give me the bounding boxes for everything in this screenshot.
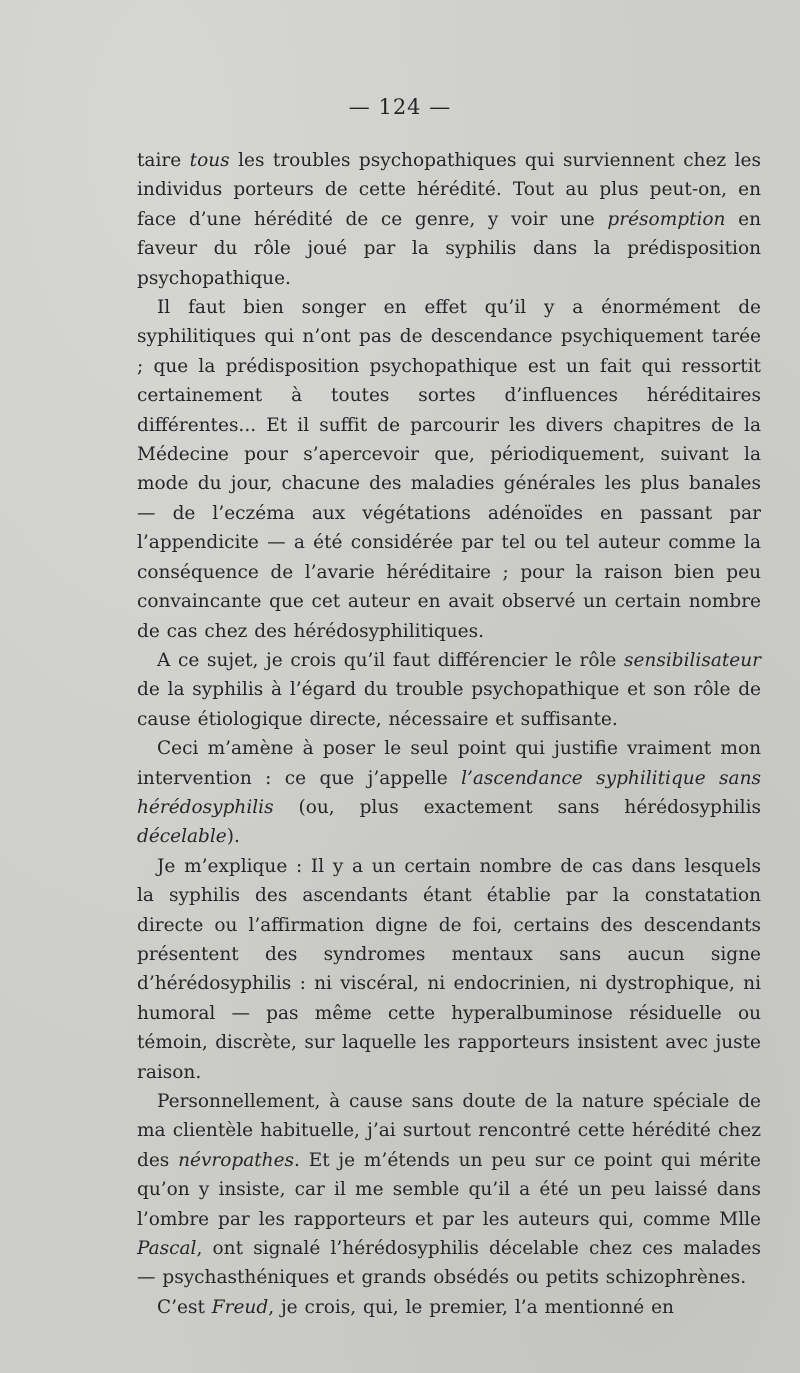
italic-text-run: tous — [189, 150, 230, 171]
paragraph — [137, 734, 761, 852]
text-run: , ont signalé l’hérédosyphilis décelable chez ces malades — psychasthéniques et grands obsédés ou petits schizophrènes. — [137, 1238, 761, 1289]
paragraph — [137, 1087, 761, 1293]
text-run: (ou, plus exactement sans hérédosyphilis — [273, 796, 761, 818]
italic-text-run: l’ascendance syphilitique sans hérédosyphilis — [137, 767, 761, 818]
paragraph — [137, 146, 761, 293]
text-run: ). — [226, 826, 240, 848]
paragraph — [137, 1293, 761, 1322]
text-run: Ceci m’amène à poser le seul point qui justifie vraiment mon intervention : ce que j’appelle — [137, 738, 761, 789]
page-number: — 124 — — [348, 95, 452, 119]
text-run: Je m’explique : Il y a un certain nombre de cas dans lesquels la syphilis des ascendants étant établie par la constatation directe ou l’affirmation digne de foi, certains des descendants présentent des syndromes mentaux sans aucun signe d’hérédosyphilis : ni viscéral, ni endocrinien, ni dystrophique, ni humoral — pas même cette hyperalbuminose résiduelle ou témoin, discrète, sur laquelle les rapporteurs insistent avec juste raison. — [137, 855, 761, 1083]
italic-text-run: Pascal — [137, 1238, 197, 1260]
paragraph — [137, 852, 761, 1087]
italic-text-run: présomption — [607, 208, 726, 230]
paragraph — [137, 293, 761, 646]
text-run: , je crois, qui, le premier, l’a mentionné en — [268, 1296, 674, 1318]
italic-text-run: Freud — [211, 1296, 269, 1318]
text-run: les troubles psychopathiques qui surviennent chez les individus porteurs de cette hérédité. Tout au plus peut-on, en face d’une hérédité de ce genre, y voir une — [137, 150, 761, 230]
text-run: . Et je m’étends un peu sur ce point qui mérite qu’on y insiste, car il me semble qu’il a été un peu laissé dans l’ombre par les rapporteurs et par les auteurs qui, comme Mlle — [137, 1149, 762, 1230]
italic-text-run: névropathes — [178, 1149, 295, 1171]
text-run: A ce sujet, je crois qu’il faut différencier le rôle — [157, 649, 624, 671]
text-run: Il faut bien songer en effet qu’il y a énormément de syphilitiques qui n’ont pas de descendance psychiquement tarée ; que la prédisposition psychopathique est un fait qui ressortit certainement à toutes sortes d’influences héréditaires différentes... Et il suffit de parcourir les divers chapitres de la Médecine pour s’apercevoir que, périodiquement, suivant la mode du jour, chacune des maladies générales les plus banales — de l’eczéma aux végétations adénoïdes en passant par l’appendicite — a été considérée par tel ou tel auteur comme la conséquence de l’avarie héréditaire ; pour la raison bien peu convaincante que cet auteur en avait observé un certain nombre de cas chez des hérédosyphilitiques. — [137, 297, 761, 642]
text-run: taire — [137, 150, 190, 171]
body-text — [137, 146, 761, 1322]
paragraph — [137, 646, 761, 734]
text-run: C’est — [157, 1296, 212, 1318]
text-run: de la syphilis à l’égard du trouble psychopathique et son rôle de cause étiologique directe, nécessaire et suffisante. — [137, 679, 761, 730]
italic-text-run: décelable — [137, 826, 227, 848]
text-run: Personnellement, à cause sans doute de la nature spéciale de ma clientèle habituelle, j’ai surtout rencontré cette hérédité chez des — [137, 1091, 761, 1171]
text-run: en faveur du rôle joué par la syphilis dans la prédisposition psychopathique. — [137, 208, 761, 289]
italic-text-run: sensibilisateur — [623, 649, 761, 671]
